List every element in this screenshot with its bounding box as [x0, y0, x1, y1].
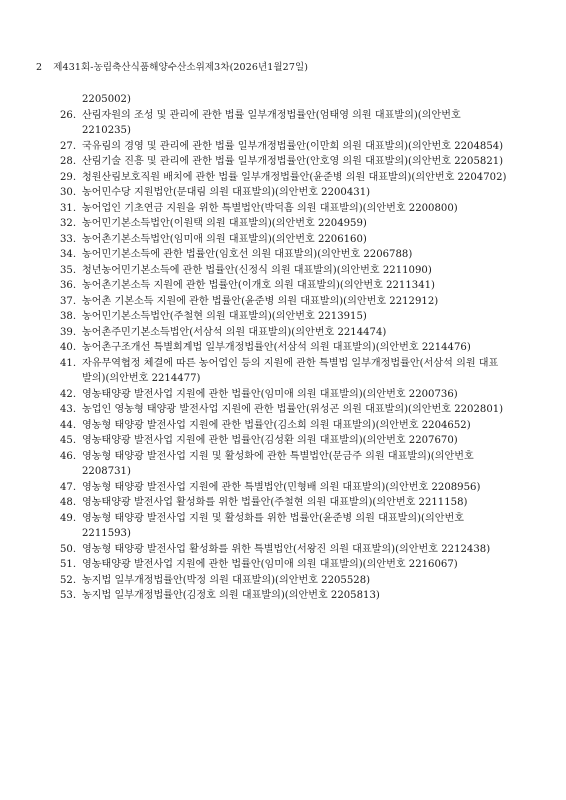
- item-text: 영농형 태양광 발전사업 지원에 관한 법률안(김소희 의원 대표발의)(의안번호 2204652): [82, 419, 471, 431]
- item-number: 51.: [60, 559, 77, 570]
- item-number: 49.: [60, 512, 77, 524]
- item-text: 농어민기본소득법안(주철현 의원 대표발의)(의안번호 2213915): [82, 311, 367, 322]
- list-item: [60, 588, 508, 604]
- document-title: 제431회-농림축산식품해양수산소위제3차(2026년1월27일): [53, 62, 309, 73]
- item-number: 41.: [60, 357, 77, 369]
- item-number: 42.: [60, 388, 77, 400]
- item-text: 농어촌주민기본소득법안(서삼석 의원 대표발의)(의안번호 2214474): [82, 326, 387, 338]
- item-number: 40.: [60, 342, 77, 353]
- item-number: 27.: [60, 140, 77, 152]
- item-text: 산림기술 진흥 및 관리에 관한 법률 일부개정법률안(안호영 의원 대표발의)(의안번호 2205821): [82, 156, 504, 167]
- item-number: 33.: [60, 233, 77, 245]
- list-item: [60, 387, 508, 403]
- list-item: [60, 542, 508, 558]
- item-text: 국유림의 경영 및 관리에 관한 법률 일부개정법률안(이만희 의원 대표발의)(의안번호 2204854): [82, 140, 504, 152]
- item-number: 34.: [60, 249, 77, 260]
- item-text: 농지법 일부개정법률안(김정호 의원 대표발의)(의안번호 2205813): [82, 590, 380, 601]
- list-item: [60, 278, 508, 294]
- list-item: [60, 139, 508, 155]
- item-text: 청년농어민기본소득에 관한 법률안(신정식 의원 대표발의)(의안번호 2211090): [82, 264, 432, 276]
- list-item: [60, 247, 508, 263]
- list-item: [60, 92, 508, 108]
- item-text: 농어민기본소득법안(이원택 의원 대표발의)(의안번호 2204959): [82, 218, 367, 229]
- list-item: [60, 557, 508, 573]
- bill-list: [60, 92, 508, 604]
- item-text: 농어업인 기초연금 지원을 위한 특별법안(박덕흠 의원 대표발의)(의안번호 2200800): [82, 202, 458, 214]
- list-item: [60, 480, 508, 496]
- item-number: 35.: [60, 264, 77, 276]
- list-item: [60, 154, 508, 170]
- list-item: [60, 216, 508, 232]
- item-number: 32.: [60, 218, 77, 229]
- list-item: [60, 170, 508, 186]
- item-text: 농어촌기본소득법안(임미애 의원 대표발의)(의안번호 2206160): [82, 233, 367, 245]
- list-item: [60, 356, 508, 387]
- list-item: [60, 294, 508, 310]
- item-text: 청원산림보호직원 배치에 관한 법률 일부개정법률안(윤준병 의원 대표발의)(의안번호 2204702): [82, 171, 507, 183]
- item-number: 47.: [60, 481, 77, 493]
- item-text: 영농형 태양광 발전사업 지원 및 활성화에 관한 특별법안(문금주 의원 대표발의)(의안번호 2208731): [82, 450, 474, 477]
- item-text: 농어민기본소득에 관한 법률안(임호선 의원 대표발의)(의안번호 2206788): [82, 249, 413, 260]
- list-item: [60, 495, 508, 511]
- list-item: [60, 232, 508, 248]
- list-item: [60, 309, 508, 325]
- item-text: 농어촌 기본소득 지원에 관한 법률안(윤준병 의원 대표발의)(의안번호 2212912): [82, 295, 439, 307]
- item-number: 53.: [60, 590, 77, 601]
- item-text: 영농태양광 발전사업 지원에 관한 법률안(임미애 의원 대표발의)(의안번호 2216067): [82, 559, 458, 570]
- item-text: 영농태양광 발전사업 활성화를 위한 법률안(주철현 의원 대표발의)(의안번호 2211158): [82, 497, 468, 508]
- list-item: [60, 325, 508, 341]
- item-number: 29.: [60, 171, 77, 183]
- list-item: [60, 185, 508, 201]
- item-number: 38.: [60, 311, 77, 322]
- item-text: 농어촌구조개선 특별회계법 일부개정법률안(서삼석 의원 대표발의)(의안번호 2214476): [82, 342, 471, 353]
- item-number: 45.: [60, 435, 77, 446]
- item-number: 26.: [60, 109, 77, 121]
- list-item: [60, 263, 508, 279]
- item-number: 46.: [60, 450, 77, 462]
- page-number: 2: [36, 62, 43, 73]
- list-item: [60, 511, 508, 542]
- item-number: 43.: [60, 404, 77, 415]
- list-item: [60, 201, 508, 217]
- item-text: 영농태양광 발전사업 지원에 관한 법률안(임미애 의원 대표발의)(의안번호 2200736): [82, 388, 458, 400]
- item-text: 영농형 태양광 발전사업 지원에 관한 특별법안(민형배 의원 대표발의)(의안번호 2208956): [82, 481, 481, 493]
- item-number: 30.: [60, 187, 77, 198]
- list-item: [60, 573, 508, 589]
- item-text: 농어촌기본소득 지원에 관한 법률안(이개호 의원 대표발의)(의안번호 2211341): [82, 280, 435, 291]
- item-number: 50.: [60, 543, 77, 555]
- item-number: 31.: [60, 202, 77, 214]
- list-item: [60, 108, 508, 139]
- item-text: 영농형 태양광 발전사업 활성화를 위한 특별법안(서왕진 의원 대표발의)(의안번호 2212438): [82, 543, 491, 555]
- item-number: 52.: [60, 574, 77, 586]
- item-number: 48.: [60, 497, 77, 508]
- item-text: 산림자원의 조성 및 관리에 관한 법률 일부개정법률안(엄태영 의원 대표발의)(의안번호 2210235): [82, 109, 461, 136]
- list-item: [60, 433, 508, 449]
- item-text: 농지법 일부개정법률안(박정 의원 대표발의)(의안번호 2205528): [82, 574, 371, 586]
- list-item: [60, 449, 508, 480]
- list-item: [60, 402, 508, 418]
- item-text: 2205002): [82, 94, 131, 105]
- item-number: 44.: [60, 419, 77, 431]
- item-number: 37.: [60, 295, 77, 307]
- item-number: 28.: [60, 156, 77, 167]
- item-number: 36.: [60, 280, 77, 291]
- item-text: 농어민수당 지원법안(문대림 의원 대표발의)(의안번호 2200431): [82, 187, 371, 198]
- list-item: [60, 418, 508, 434]
- item-number: 39.: [60, 326, 77, 338]
- item-text: 자유무역협정 체결에 따른 농어업인 등의 지원에 관한 특별법 일부개정법률안(서삼석 의원 대표발의)(의안번호 2214477): [82, 357, 499, 384]
- list-item: [60, 340, 508, 356]
- item-text: 영농형 태양광 발전사업 지원 및 활성화를 위한 법률안(윤준병 의원 대표발의)(의안번호 2211593): [82, 512, 464, 539]
- item-text: 영농태양광 발전사업 지원에 관한 법률안(김성환 의원 대표발의)(의안번호 2207670): [82, 435, 458, 446]
- page-header: [36, 59, 308, 73]
- item-text: 농업인 영농형 태양광 발전사업 지원에 관한 법률안(위성곤 의원 대표발의)(의안번호 2202801): [82, 404, 504, 415]
